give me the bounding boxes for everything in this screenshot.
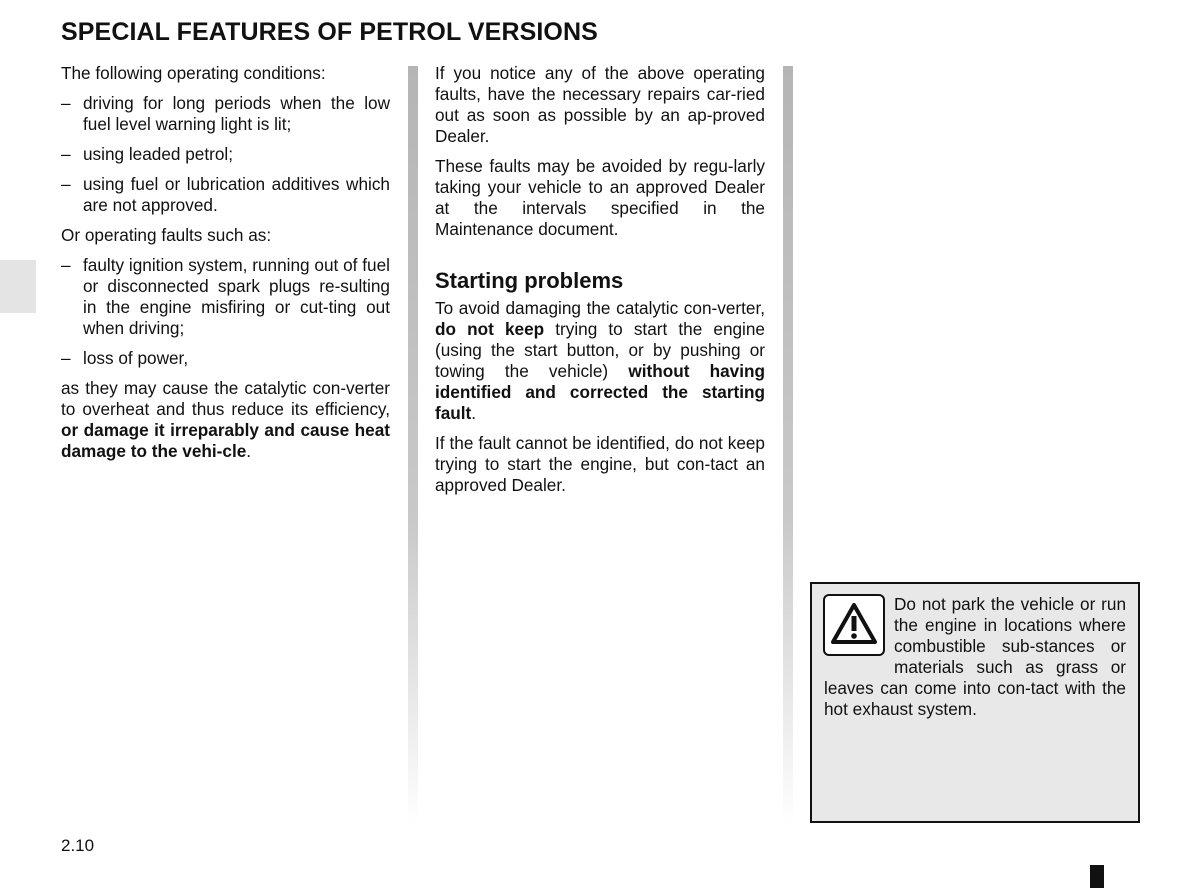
column-left [61,63,390,471]
warning-box [810,582,1140,823]
consequence-text: as they may cause the catalytic con-verter to overheat and thus reduce its efficiency, [61,378,390,419]
list-item [61,93,390,135]
fault-paragraph: If the fault cannot be identified, do not keep trying to start the engine, but con-tact an approved Dealer. [435,433,765,495]
list-item-text: faulty ignition system, running out of fuel or disconnected spark plugs re-sulting in the engine misfiring or cut-ting out when driving; [83,255,390,338]
starting-text: trying to start the engine (using the start button, or by pushing or towing the vehicle) [435,319,765,381]
list-item [61,144,390,165]
section-tab-marker [0,260,36,313]
list-item [61,174,390,216]
starting-text: To avoid damaging the catalytic con-verter, [435,298,765,318]
bullet-dash: – [61,144,71,164]
consequence-end: . [246,441,252,461]
column-divider [408,66,418,826]
page-number: 2.10 [61,836,95,855]
bullet-dash: – [61,255,71,275]
column-divider [783,66,793,826]
warning-text-block [824,594,1126,720]
conditions-intro: The following operating conditions: [61,63,326,83]
repairs-paragraph: If you notice any of the above operating faults, have the necessary repairs car-ried out as soon as possible by an ap-proved Dealer. [435,63,765,146]
list-item-text: using fuel or lubrication additives which are not approved. [83,174,390,215]
maintenance-paragraph: These faults may be avoided by regu-larly taking your vehicle to an approved Dealer at the intervals specified in the Maintenance document. [435,156,765,239]
column-middle [435,63,765,505]
list-item [61,348,390,369]
bullet-dash: – [61,93,71,113]
faults-intro: Or operating faults such as: [61,225,272,245]
list-item-text: loss of power, [83,348,189,368]
section-heading: Starting problems [435,268,624,293]
consequence-paragraph [61,378,390,462]
list-item-text: driving for long periods when the low fuel level warning light is lit; [83,93,390,134]
warning-text: Do not park the vehicle or run the engine in locations where combustible sub-stances or materials such as grass or leaves can come into con-tact with the hot exhaust system. [824,594,1126,719]
starting-end: . [471,403,477,423]
list-item [61,255,390,339]
page-title: SPECIAL FEATURES OF PETROL VERSIONS [61,18,598,46]
bullet-dash: – [61,348,71,368]
consequence-bold-text: or damage it irreparably and cause heat damage to the vehi-cle [61,420,390,461]
starting-bold-text: without having identified and corrected the starting fault [435,361,765,423]
page-corner-mark [1090,865,1104,888]
bullet-dash: – [61,174,71,194]
list-item-text: using leaded petrol; [83,144,234,164]
starting-bold-text: do not keep [435,319,545,339]
starting-paragraph [435,298,765,424]
